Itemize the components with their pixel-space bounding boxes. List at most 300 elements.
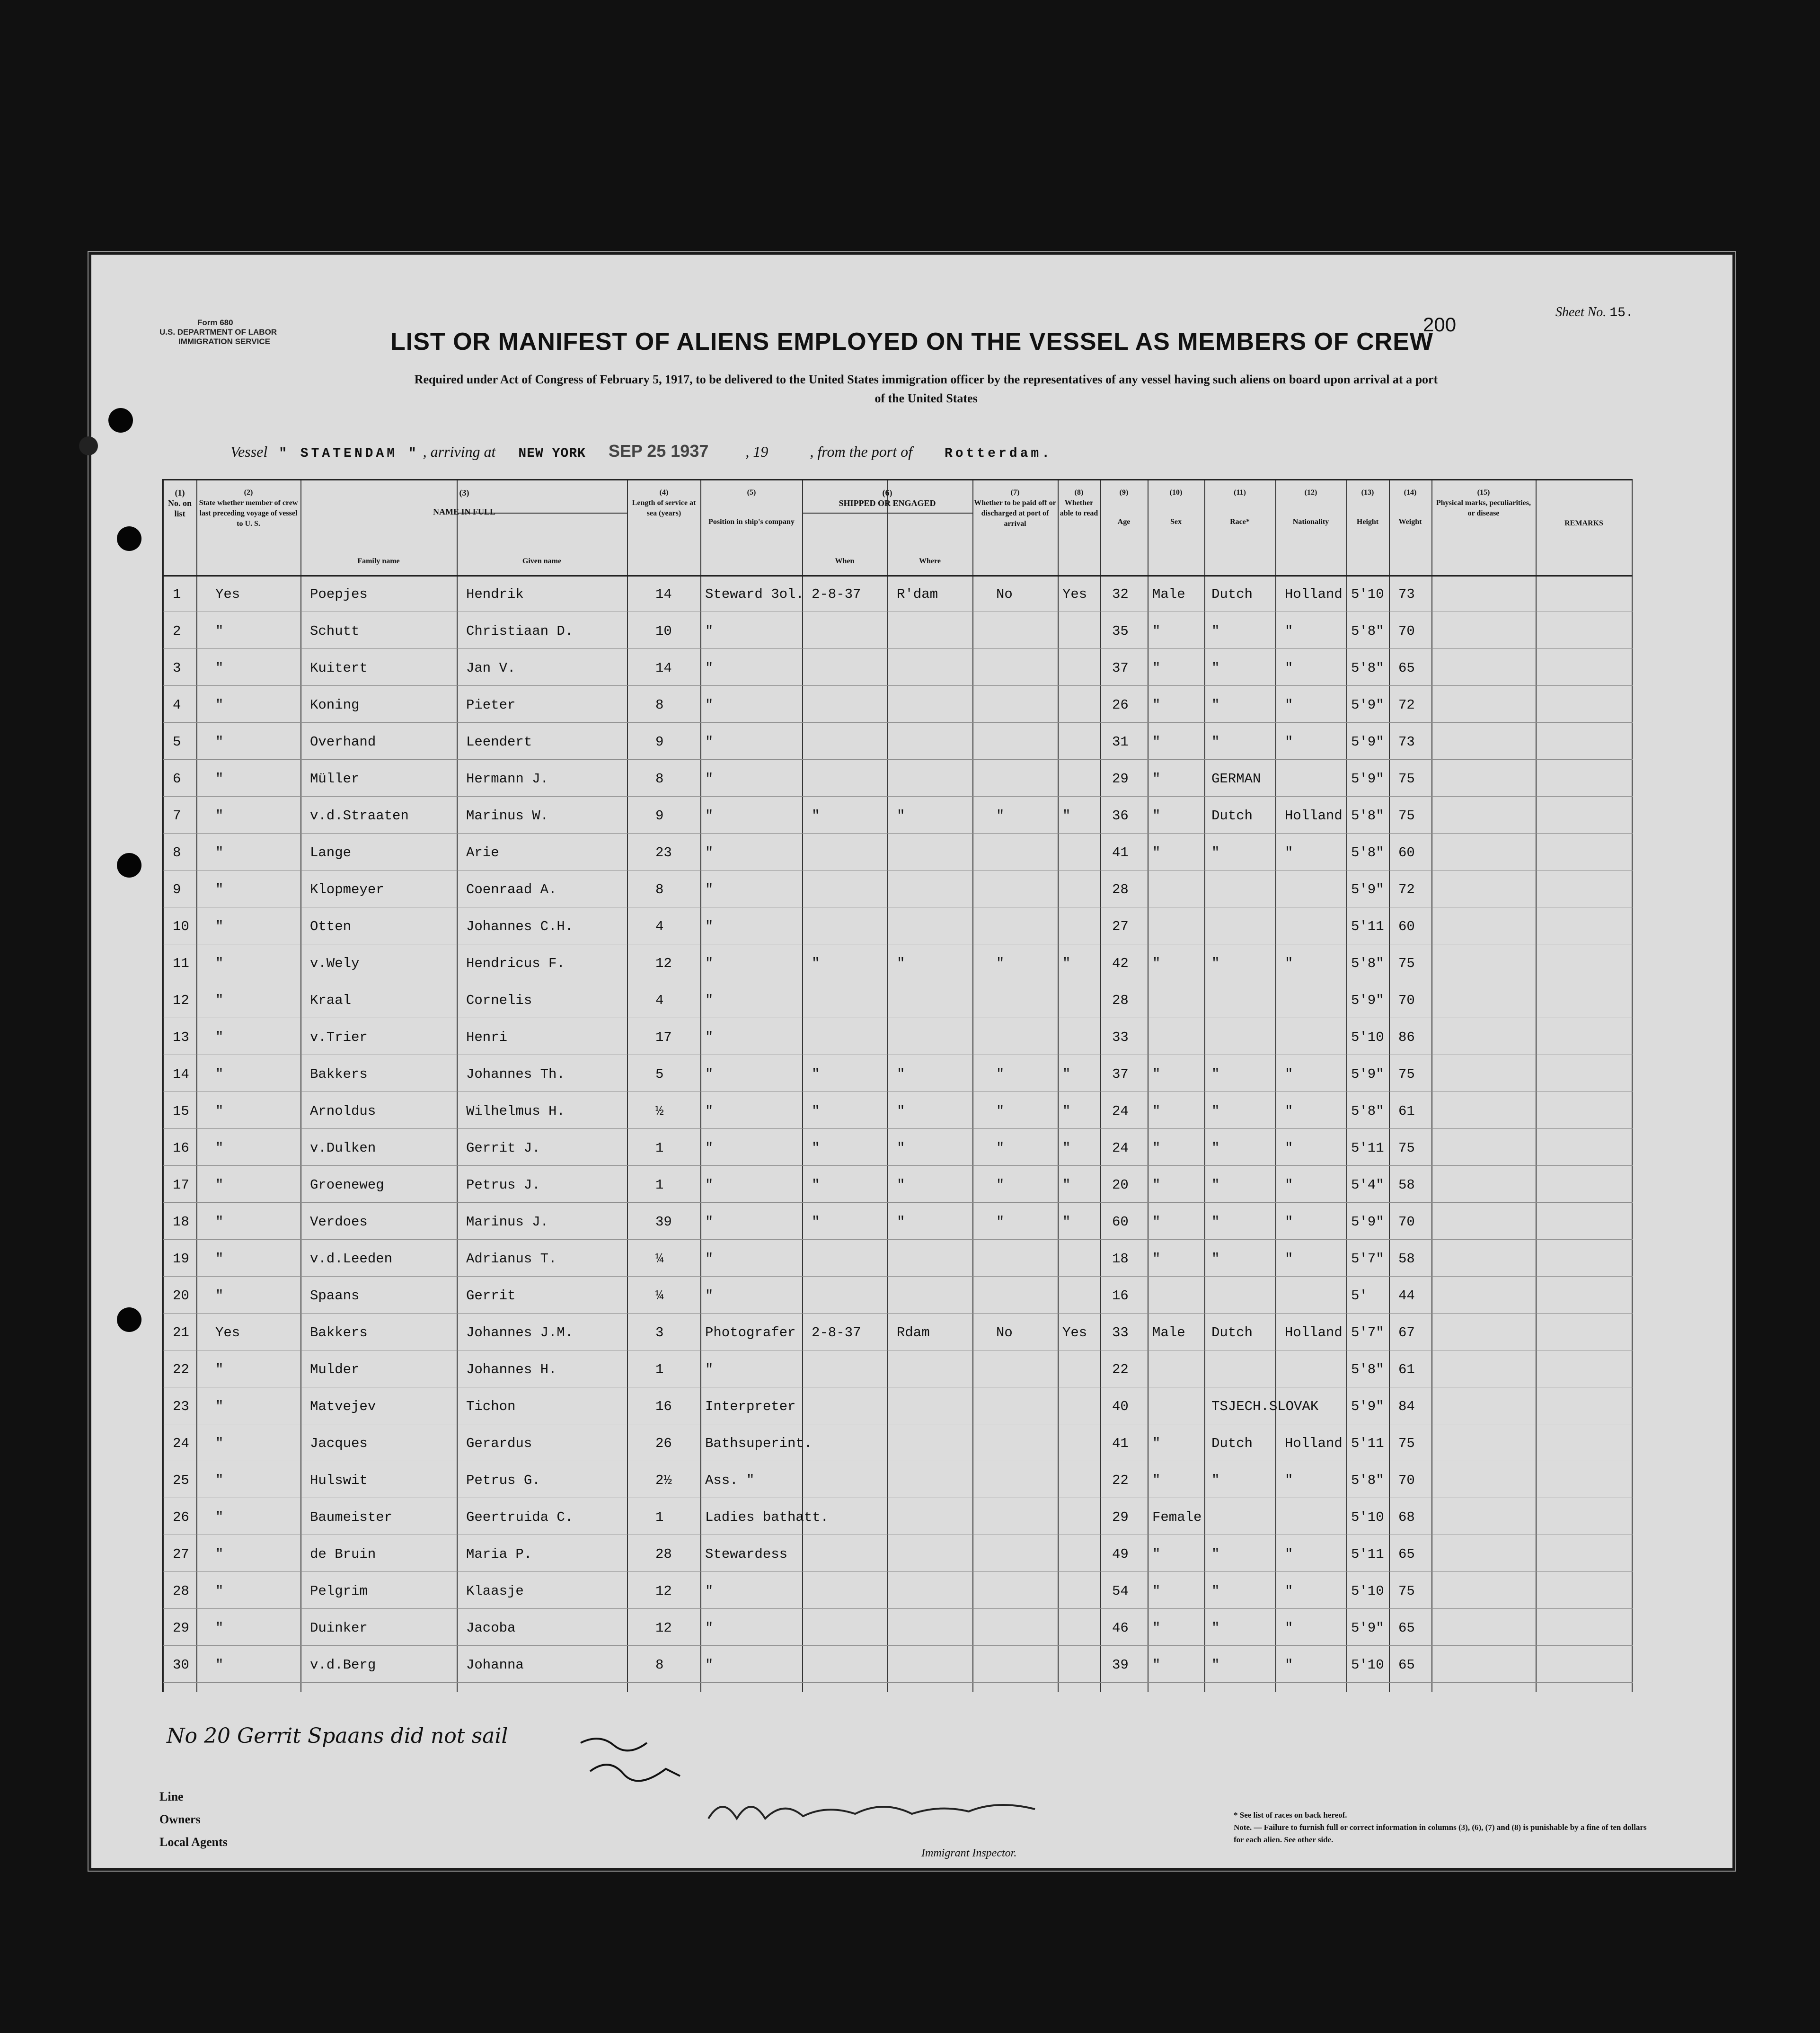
- nationality: ": [1285, 1583, 1293, 1599]
- punch-hole: [117, 526, 141, 551]
- given-name: Tichon: [466, 1399, 516, 1414]
- col-14-header: [1390, 488, 1431, 527]
- height: 5'10: [1351, 1509, 1384, 1525]
- position: ": [705, 919, 714, 934]
- col-num: (12): [1304, 488, 1317, 497]
- nationality: Holland: [1285, 1325, 1343, 1341]
- race: Dutch: [1211, 808, 1253, 824]
- shipped-when: ": [812, 1140, 820, 1156]
- age: 39: [1112, 1657, 1129, 1673]
- table-row: [163, 575, 1633, 611]
- given-name: Klaasje: [466, 1583, 524, 1599]
- master-signature: [571, 1729, 689, 1800]
- family-name: Overhand: [310, 734, 376, 750]
- position: ": [705, 771, 714, 787]
- col-title: Sex: [1170, 518, 1182, 526]
- shipped-where: Rdam: [897, 1325, 930, 1341]
- table-row: [163, 1461, 1633, 1497]
- nationality: ": [1285, 623, 1293, 639]
- position: ": [705, 1066, 714, 1082]
- row-number: 11: [173, 956, 189, 971]
- col-num: (15): [1477, 488, 1490, 497]
- nationality: Holland: [1285, 1436, 1343, 1451]
- family-name: Schutt: [310, 623, 360, 639]
- immigrant-inspector-label: Immigrant Inspector.: [921, 1847, 1017, 1859]
- prev-voyage: ": [215, 1436, 224, 1451]
- weight: 61: [1398, 1103, 1415, 1119]
- prev-voyage: ": [215, 660, 224, 676]
- sheet-value: 15.: [1609, 306, 1634, 320]
- nationality: ": [1285, 697, 1293, 713]
- position: ": [705, 1251, 714, 1267]
- given-name: Pieter: [466, 697, 516, 713]
- race: ": [1211, 623, 1220, 639]
- prev-voyage: ": [215, 1140, 224, 1156]
- age: 16: [1112, 1288, 1129, 1304]
- from-port: Rotterdam.: [944, 446, 1052, 461]
- row-number: 29: [173, 1620, 189, 1636]
- arriving-label: , arriving at: [423, 443, 496, 460]
- table-row: [163, 1535, 1633, 1571]
- col-title: Age: [1117, 518, 1131, 526]
- family-name: Arnoldus: [310, 1103, 376, 1119]
- row-number: 13: [173, 1030, 189, 1045]
- position: ": [705, 697, 714, 713]
- nationality: ": [1285, 660, 1293, 676]
- col-1-header: [163, 488, 196, 519]
- table-row: [163, 1203, 1633, 1239]
- height: 5'9": [1351, 1066, 1384, 1082]
- weight: 70: [1398, 993, 1415, 1008]
- family-name: Mulder: [310, 1362, 360, 1377]
- able-to-read: Yes: [1062, 1325, 1087, 1341]
- family-name: Kuitert: [310, 660, 368, 676]
- service-years: 9: [655, 808, 664, 824]
- table-row: [163, 1498, 1633, 1534]
- prev-voyage: ": [215, 1509, 224, 1525]
- col-num: (13): [1361, 488, 1374, 497]
- service-years: 39: [655, 1214, 672, 1230]
- race: ": [1211, 1620, 1220, 1636]
- age: 33: [1112, 1325, 1129, 1341]
- service-years: ¼: [655, 1288, 664, 1304]
- height: 5'7": [1351, 1325, 1384, 1341]
- nationality: ": [1285, 1620, 1293, 1636]
- sex: ": [1152, 1177, 1161, 1193]
- race: ": [1211, 1103, 1220, 1119]
- shipped-where: ": [897, 808, 905, 824]
- nationality: ": [1285, 956, 1293, 971]
- height: 5'11: [1351, 1436, 1384, 1451]
- sex: ": [1152, 1140, 1161, 1156]
- prev-voyage: ": [215, 845, 224, 861]
- prev-voyage: ": [215, 882, 224, 897]
- col-title: Physical marks, peculiarities, or disease: [1436, 499, 1531, 517]
- row-number: 26: [173, 1509, 189, 1525]
- height: 5'11: [1351, 919, 1384, 934]
- race: ": [1211, 1583, 1220, 1599]
- service-years: 8: [655, 697, 664, 713]
- given-name: Gerrit J.: [466, 1140, 540, 1156]
- paid-off: No: [996, 1325, 1013, 1341]
- table-row: [163, 1055, 1633, 1091]
- prev-voyage: Yes: [215, 1325, 240, 1341]
- from-label: , from the port of: [810, 443, 912, 460]
- col-7-header: [973, 488, 1057, 529]
- row-number: 15: [173, 1103, 189, 1119]
- row-number: 16: [173, 1140, 189, 1156]
- age: 29: [1112, 771, 1129, 787]
- family-name: Hulswit: [310, 1473, 368, 1488]
- age: 36: [1112, 808, 1129, 824]
- sex: ": [1152, 1436, 1161, 1451]
- remarks-header: REMARKS: [1564, 519, 1603, 527]
- height: 5'9": [1351, 771, 1384, 787]
- service-years: 28: [655, 1546, 672, 1562]
- position: ": [705, 808, 714, 824]
- weight: 73: [1398, 734, 1415, 750]
- col-title: Position in ship's company: [708, 518, 795, 526]
- nationality: ": [1285, 1140, 1293, 1156]
- height: 5'8": [1351, 956, 1384, 971]
- age: 29: [1112, 1509, 1129, 1525]
- height: 5'7": [1351, 1251, 1384, 1267]
- footer-notes: [1234, 1809, 1650, 1846]
- height: 5'11: [1351, 1546, 1384, 1562]
- nationality: ": [1285, 1473, 1293, 1488]
- prev-voyage: ": [215, 808, 224, 824]
- weight: 75: [1398, 956, 1415, 971]
- shipped-where: ": [897, 1177, 905, 1193]
- family-name: Bakkers: [310, 1066, 368, 1082]
- height: 5'9": [1351, 1214, 1384, 1230]
- prev-voyage: ": [215, 623, 224, 639]
- sex: ": [1152, 1583, 1161, 1599]
- position: Photografer: [705, 1325, 796, 1341]
- age: 41: [1112, 845, 1129, 861]
- age: 37: [1112, 1066, 1129, 1082]
- height: 5'9": [1351, 734, 1384, 750]
- owners-label: Owners: [159, 1812, 201, 1826]
- table-row: [163, 1314, 1633, 1349]
- position: ": [705, 1140, 714, 1156]
- crew-table: [162, 479, 1633, 1692]
- position: ": [705, 1214, 714, 1230]
- shipped-when: ": [812, 1066, 820, 1082]
- nationality: ": [1285, 1657, 1293, 1673]
- col-title: State whether member of crew last preceding voyage of vessel to U. S.: [199, 499, 298, 528]
- vessel-line: [230, 441, 1052, 461]
- row-number: 20: [173, 1288, 189, 1304]
- given-name: Johanna: [466, 1657, 524, 1673]
- shipped-when: ": [812, 1214, 820, 1230]
- table-row: [163, 1129, 1633, 1165]
- able-to-read: ": [1062, 1177, 1071, 1193]
- table-row: [163, 907, 1633, 943]
- shipped-where: ": [897, 1140, 905, 1156]
- nationality: ": [1285, 1251, 1293, 1267]
- given-name: Hendricus F.: [466, 956, 565, 971]
- age: 60: [1112, 1214, 1129, 1230]
- race: TSJECH.SLOVAK: [1211, 1399, 1319, 1414]
- height: 5'9": [1351, 993, 1384, 1008]
- position: ": [705, 1288, 714, 1304]
- col-12-header: [1276, 488, 1345, 527]
- service-years: 9: [655, 734, 664, 750]
- row-number: 14: [173, 1066, 189, 1082]
- height: 5'4": [1351, 1177, 1384, 1193]
- age: 24: [1112, 1103, 1129, 1119]
- col-num: (6): [882, 488, 892, 497]
- prev-voyage: ": [215, 1583, 224, 1599]
- col-title: Weight: [1398, 518, 1422, 526]
- col-num: (8): [1074, 488, 1084, 497]
- shipped-when: ": [812, 1177, 820, 1193]
- prev-voyage: ": [215, 1473, 224, 1488]
- family-name: Kraal: [310, 993, 352, 1008]
- sex: ": [1152, 1620, 1161, 1636]
- row-number: 17: [173, 1177, 189, 1193]
- race: ": [1211, 1066, 1220, 1082]
- weight: 60: [1398, 845, 1415, 861]
- age: 35: [1112, 623, 1129, 639]
- age: 22: [1112, 1362, 1129, 1377]
- sex: ": [1152, 1103, 1161, 1119]
- weight: 72: [1398, 882, 1415, 897]
- table-row: [163, 649, 1633, 685]
- col-4-header: [628, 488, 700, 519]
- sex: ": [1152, 697, 1161, 713]
- row-number: 8: [173, 845, 181, 861]
- col-3-header: [301, 488, 627, 517]
- weight: 75: [1398, 1436, 1415, 1451]
- nationality: ": [1285, 734, 1293, 750]
- height: 5'8": [1351, 808, 1384, 824]
- row-number: 7: [173, 808, 181, 824]
- given-name: Gerardus: [466, 1436, 532, 1451]
- race: ": [1211, 1473, 1220, 1488]
- prev-voyage: ": [215, 697, 224, 713]
- shipped-when: ": [812, 1103, 820, 1119]
- when-header: When: [835, 557, 855, 565]
- table-row: [163, 797, 1633, 833]
- given-name: Johannes J.M.: [466, 1325, 574, 1341]
- age: 18: [1112, 1251, 1129, 1267]
- row-number: 2: [173, 623, 181, 639]
- col-num: (14): [1404, 488, 1417, 497]
- col-title: Nationality: [1292, 518, 1329, 526]
- col-5-header: [701, 488, 802, 527]
- weight: 65: [1398, 1620, 1415, 1636]
- service-years: 1: [655, 1509, 664, 1525]
- row-number: 18: [173, 1214, 189, 1230]
- row-number: 19: [173, 1251, 189, 1267]
- race: ": [1211, 1546, 1220, 1562]
- col-num: (10): [1169, 488, 1183, 497]
- age: 41: [1112, 1436, 1129, 1451]
- prev-voyage: ": [215, 1362, 224, 1377]
- prev-voyage: Yes: [215, 586, 240, 602]
- given-name: Jan V.: [466, 660, 516, 676]
- family-name: Groeneweg: [310, 1177, 384, 1193]
- age: 49: [1112, 1546, 1129, 1562]
- service-years: 4: [655, 993, 664, 1008]
- prev-voyage: ": [215, 1177, 224, 1193]
- table-row: [163, 686, 1633, 722]
- given-name: Coenraad A.: [466, 882, 557, 897]
- table-row: [163, 1166, 1633, 1202]
- table-row: [163, 834, 1633, 870]
- family-name: Pelgrim: [310, 1583, 368, 1599]
- height: 5'8": [1351, 660, 1384, 676]
- punch-hole: [117, 853, 141, 878]
- service-years: ½: [655, 1103, 664, 1119]
- sex: ": [1152, 1473, 1161, 1488]
- family-name: Koning: [310, 697, 360, 713]
- table-row: [163, 1387, 1633, 1423]
- sex: Male: [1152, 1325, 1185, 1341]
- able-to-read: ": [1062, 1066, 1071, 1082]
- race: ": [1211, 1251, 1220, 1267]
- shipped-when: 2-8-37: [812, 1325, 861, 1341]
- table-row: [163, 1277, 1633, 1313]
- col-num: (5): [747, 488, 756, 497]
- page-title: LIST OR MANIFEST OF ALIENS EMPLOYED ON THE VESSEL AS MEMBERS OF CREW: [390, 328, 1433, 355]
- stamp-number: 200: [1423, 313, 1457, 336]
- height: 5'10: [1351, 1657, 1384, 1673]
- family-name: v.d.Leeden: [310, 1251, 393, 1267]
- table-row: [163, 760, 1633, 796]
- race: ": [1211, 660, 1220, 676]
- sex: ": [1152, 845, 1161, 861]
- race: ": [1211, 1140, 1220, 1156]
- races-note: * See list of races on back hereof.: [1234, 1811, 1347, 1820]
- height: 5'9": [1351, 697, 1384, 713]
- position: ": [705, 1620, 714, 1636]
- row-number: 10: [173, 919, 189, 934]
- age: 27: [1112, 919, 1129, 934]
- table-row: [163, 1240, 1633, 1276]
- prev-voyage: ": [215, 1103, 224, 1119]
- height: 5'8": [1351, 623, 1384, 639]
- age: 22: [1112, 1473, 1129, 1488]
- family-name: Matvejev: [310, 1399, 376, 1414]
- weight: 67: [1398, 1325, 1415, 1341]
- col-title: No. on list: [168, 498, 192, 518]
- shipped-where: ": [897, 1066, 905, 1082]
- row-number: 4: [173, 697, 181, 713]
- row-number: 28: [173, 1583, 189, 1599]
- col-num: (3): [459, 488, 469, 497]
- age: 28: [1112, 993, 1129, 1008]
- given-name: Maria P.: [466, 1546, 532, 1562]
- nationality: ": [1285, 845, 1293, 861]
- race: ": [1211, 1177, 1220, 1193]
- prev-voyage: ": [215, 734, 224, 750]
- shipped-where: ": [897, 1103, 905, 1119]
- race: ": [1211, 1657, 1220, 1673]
- race: ": [1211, 845, 1220, 861]
- subtitle-line-2: of the United States: [875, 391, 978, 405]
- given-name: Petrus J.: [466, 1177, 540, 1193]
- position: ": [705, 1103, 714, 1119]
- height: 5'9": [1351, 882, 1384, 897]
- nationality: ": [1285, 1177, 1293, 1193]
- age: 33: [1112, 1030, 1129, 1045]
- height: 5'10: [1351, 586, 1384, 602]
- position: ": [705, 1030, 714, 1045]
- weight: 75: [1398, 1140, 1415, 1156]
- paid-off: ": [996, 1140, 1005, 1156]
- col-num: (1): [175, 488, 185, 497]
- age: 32: [1112, 586, 1129, 602]
- family-name: Jacques: [310, 1436, 368, 1451]
- prev-voyage: ": [215, 1620, 224, 1636]
- paid-off: ": [996, 1177, 1005, 1193]
- family-name: v.Trier: [310, 1030, 368, 1045]
- col-num: (11): [1234, 488, 1246, 497]
- able-to-read: ": [1062, 956, 1071, 971]
- height: 5'10: [1351, 1583, 1384, 1599]
- punch-hole: [108, 408, 133, 433]
- sex: ": [1152, 734, 1161, 750]
- weight: 75: [1398, 1583, 1415, 1599]
- weight: 58: [1398, 1251, 1415, 1267]
- family-name-header: Family name: [357, 557, 400, 565]
- table-row: [163, 612, 1633, 648]
- position: ": [705, 1657, 714, 1673]
- table-row: [163, 981, 1633, 1017]
- service-years: 8: [655, 1657, 664, 1673]
- height: 5'9": [1351, 1620, 1384, 1636]
- position: ": [705, 1177, 714, 1193]
- service-years: 16: [655, 1399, 672, 1414]
- col-title: Race*: [1230, 518, 1250, 526]
- prev-voyage: ": [215, 1030, 224, 1045]
- given-name: Cornelis: [466, 993, 532, 1008]
- col-13-header: [1347, 488, 1388, 527]
- where-header: Where: [919, 557, 941, 565]
- service-years: 14: [655, 586, 672, 602]
- age: 40: [1112, 1399, 1129, 1414]
- age: 24: [1112, 1140, 1129, 1156]
- given-name: Johannes Th.: [466, 1066, 565, 1082]
- service-years: 17: [655, 1030, 672, 1045]
- service-years: 2½: [655, 1473, 672, 1488]
- position: ": [705, 1583, 714, 1599]
- race: GERMAN: [1211, 771, 1261, 787]
- service-years: 14: [655, 660, 672, 676]
- family-name: v.Wely: [310, 956, 360, 971]
- row-number: 3: [173, 660, 181, 676]
- col-title: Whether to be paid off or discharged at port of arrival: [974, 499, 1056, 528]
- given-name: Johannes C.H.: [466, 919, 574, 934]
- age: 42: [1112, 956, 1129, 971]
- arrival-port: NEW YORK: [518, 446, 586, 461]
- table-row: [163, 1572, 1633, 1608]
- sex: ": [1152, 1214, 1161, 1230]
- given-name: Geertruida C.: [466, 1509, 574, 1525]
- paid-off: ": [996, 1103, 1005, 1119]
- table-row: [163, 870, 1633, 906]
- service-years: 1: [655, 1140, 664, 1156]
- shipped-when: ": [812, 808, 820, 824]
- paid-off: ": [996, 1066, 1005, 1082]
- family-name: v.d.Straaten: [310, 808, 409, 824]
- shipped-where: ": [897, 956, 905, 971]
- service-years: 26: [655, 1436, 672, 1451]
- header-rule: [802, 513, 972, 514]
